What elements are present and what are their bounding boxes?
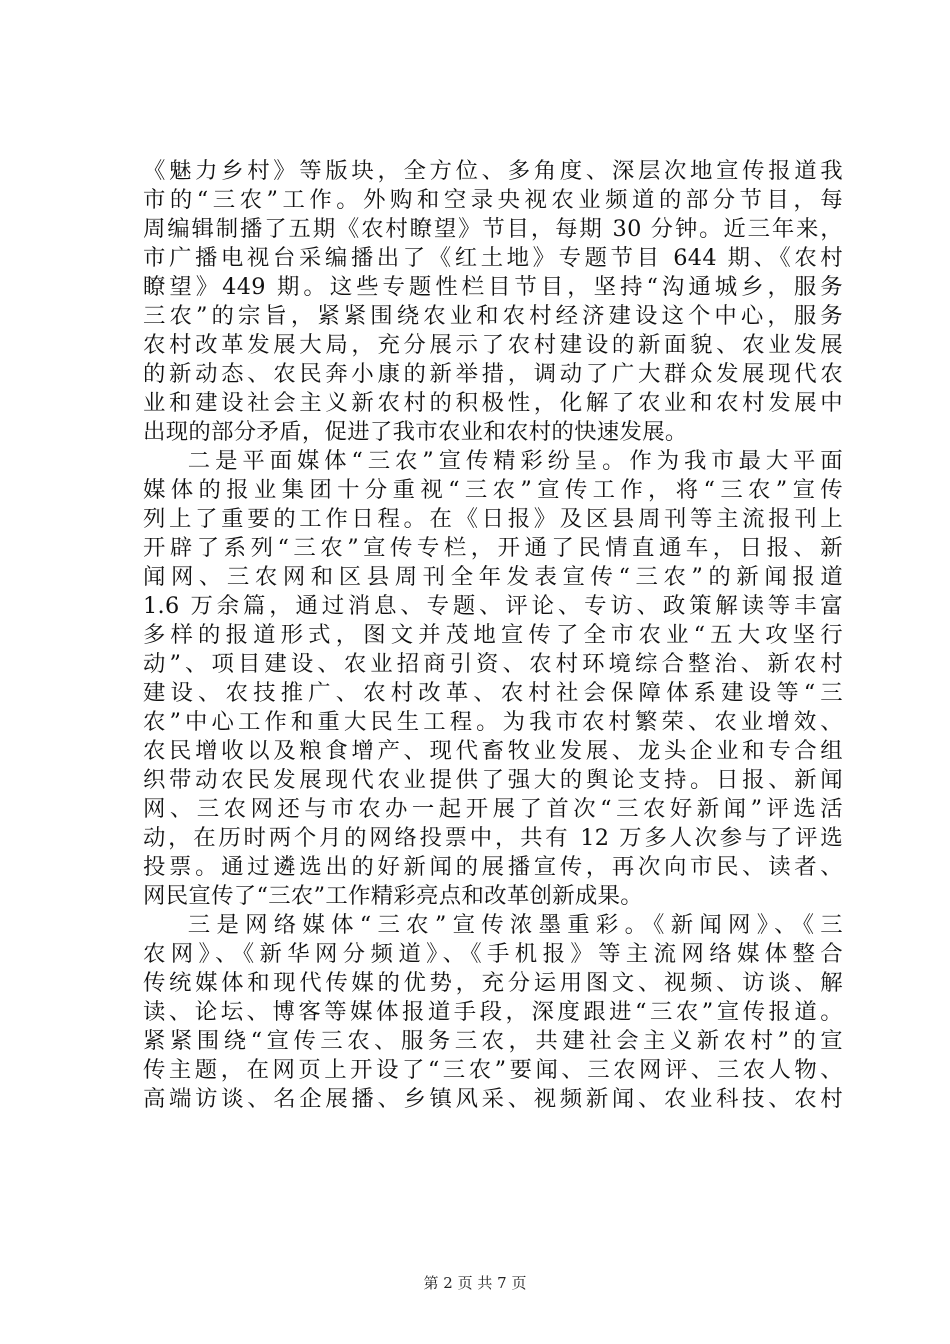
- text-line: 农网》、《新华网分频道》、《手机报》等主流网络媒体整合: [143, 941, 843, 967]
- text-line: 传主题，在网页上开设了“三农”要闻、三农网评、三农人物、: [143, 1057, 843, 1083]
- text-line: 周编辑制播了五期《农村瞭望》节目，每期 30 分钟。近三年来，: [143, 216, 843, 242]
- text-line: 1.6 万余篇，通过消息、专题、评论、专访、政策解读等丰富: [143, 593, 843, 619]
- text-line: 网民宣传了“三农”工作精彩亮点和改革创新成果。: [143, 883, 643, 909]
- paragraph: [143, 157, 843, 447]
- text-line: 瞭望》449 期。这些专题性栏目节目，坚持“沟通城乡，服务: [143, 274, 843, 300]
- paragraph: [143, 447, 843, 911]
- document-body: [143, 157, 843, 1114]
- text-line: 高端访谈、名企展播、乡镇风采、视频新闻、农业科技、农村: [143, 1086, 843, 1112]
- text-line: 市的“三农”工作。外购和空录央视农业频道的部分节目，每: [143, 187, 843, 213]
- text-line: 紧紧围绕“宣传三农、服务三农，共建社会主义新农村”的宣: [143, 1028, 843, 1054]
- page-footer: 第 2 页 共 7 页: [423, 1274, 527, 1292]
- text-line: 闻网、三农网和区县周刊全年发表宣传“三农”的新闻报道: [143, 564, 843, 590]
- text-line: 网、三农网还与市农办一起开展了首次“三农好新闻”评选活: [143, 796, 843, 822]
- paragraph: [143, 911, 843, 1114]
- text-line: 业和建设社会主义新农村的积极性，化解了农业和农村发展中: [143, 390, 843, 416]
- text-line: 农民增收以及粮食增产、现代畜牧业发展、龙头企业和专合组: [143, 738, 843, 764]
- text-line: 三农”的宗旨，紧紧围绕农业和农村经济建设这个中心，服务: [143, 303, 843, 329]
- text-line: 市广播电视台采编播出了《红土地》专题节目 644 期、《农村: [143, 245, 843, 271]
- text-line: 开辟了系列“三农”宣传专栏，开通了民情直通车，日报、新: [143, 535, 843, 561]
- text-line: 列上了重要的工作日程。在《日报》及区县周刊等主流报刊上: [143, 506, 843, 532]
- text-line: 二是平面媒体“三农”宣传精彩纷呈。作为我市最大平面: [187, 448, 843, 474]
- text-line: 动，在历时两个月的网络投票中，共有 12 万多人次参与了评选: [143, 825, 843, 851]
- text-line: 《魅力乡村》等版块，全方位、多角度、深层次地宣传报道我: [143, 158, 843, 184]
- text-line: 农村改革发展大局，充分展示了农村建设的新面貌、农业发展: [143, 332, 843, 358]
- text-line: 的新动态、农民奔小康的新举措，调动了广大群众发展现代农: [143, 361, 843, 387]
- text-line: 投票。通过遴选出的好新闻的展播宣传，再次向市民、读者、: [143, 854, 843, 880]
- text-line: 读、论坛、博客等媒体报道手段，深度跟进“三农”宣传报道。: [143, 999, 843, 1025]
- text-line: 织带动农民发展现代农业提供了强大的舆论支持。日报、新闻: [143, 767, 843, 793]
- text-line: 出现的部分矛盾，促进了我市农业和农村的快速发展。: [143, 419, 688, 445]
- text-line: 传统媒体和现代传媒的优势，充分运用图文、视频、访谈、解: [143, 970, 843, 996]
- text-line: 媒体的报业集团十分重视“三农”宣传工作，将“三农”宣传: [143, 477, 843, 503]
- text-line: 多样的报道形式，图文并茂地宣传了全市农业“五大攻坚行: [143, 622, 843, 648]
- text-line: 建设、农技推广、农村改革、农村社会保障体系建设等“三: [143, 680, 843, 706]
- text-line: 动”、项目建设、农业招商引资、农村环境综合整治、新农村: [143, 651, 843, 677]
- text-line: 三是网络媒体“三农”宣传浓墨重彩。《新闻网》、《三: [187, 912, 843, 938]
- text-line: 农”中心工作和重大民生工程。为我市农村繁荣、农业增效、: [143, 709, 843, 735]
